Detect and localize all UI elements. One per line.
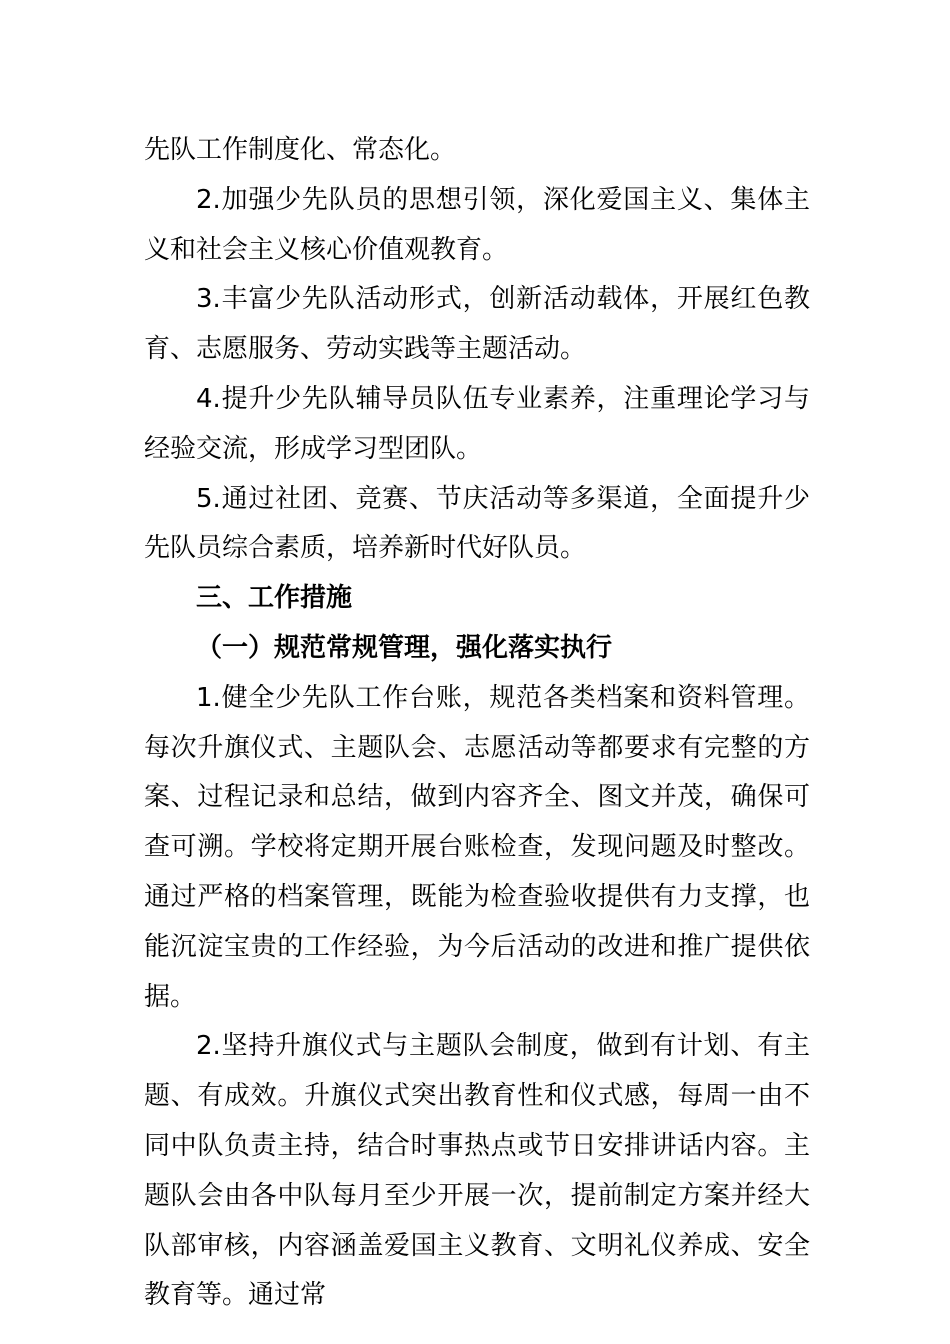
- document-body: [144, 126, 810, 1321]
- goal-item-5: 5.通过社团、竞赛、节庆活动等多渠道，全面提升少先队员综合素质，培养新时代好队员。: [144, 483, 810, 564]
- goal-item-4: 4.提升少先队辅导员队伍专业素养，注重理论学习与经验交流，形成学习型团队。: [144, 383, 810, 464]
- goal-item-2: 2.加强少先队员的思想引领，深化爱国主义、集体主义和社会主义核心价值观教育。: [144, 184, 810, 265]
- section-heading: 三、工作措施: [196, 583, 353, 614]
- goal-item-3: 3.丰富少先队活动形式，创新活动载体，开展红色教育、志愿服务、劳动实践等主题活动。: [144, 284, 810, 365]
- measure-item-2: 2.坚持升旗仪式与主题队会制度，做到有计划、有主题、有成效。升旗仪式突出教育性和仪式感，每周一由不同中队负责主持，结合时事热点或节日安排讲话内容。主题队会由各中队每月至少开展一次，提前制定方案并经大队部审核，内容涵盖爱国主义教育、文明礼仪养成、安全教育等。通过常: [144, 1031, 810, 1311]
- subsection-heading: （一）规范常规管理，强化落实执行: [196, 632, 613, 663]
- measure-item-1: 1.健全少先队工作台账，规范各类档案和资料管理。每次升旗仪式、主题队会、志愿活动等都要求有完整的方案、过程记录和总结，做到内容齐全、图文并茂，确保可查可溯。学校将定期开展台账检查，发现问题及时整改。通过严格的档案管理，既能为检查验收提供有力支撑，也能沉淀宝贵的工作经验，为今后活动的改进和推广提供依据。: [144, 682, 810, 1012]
- paragraph-continuation: 先队工作制度化、常态化。: [144, 135, 457, 165]
